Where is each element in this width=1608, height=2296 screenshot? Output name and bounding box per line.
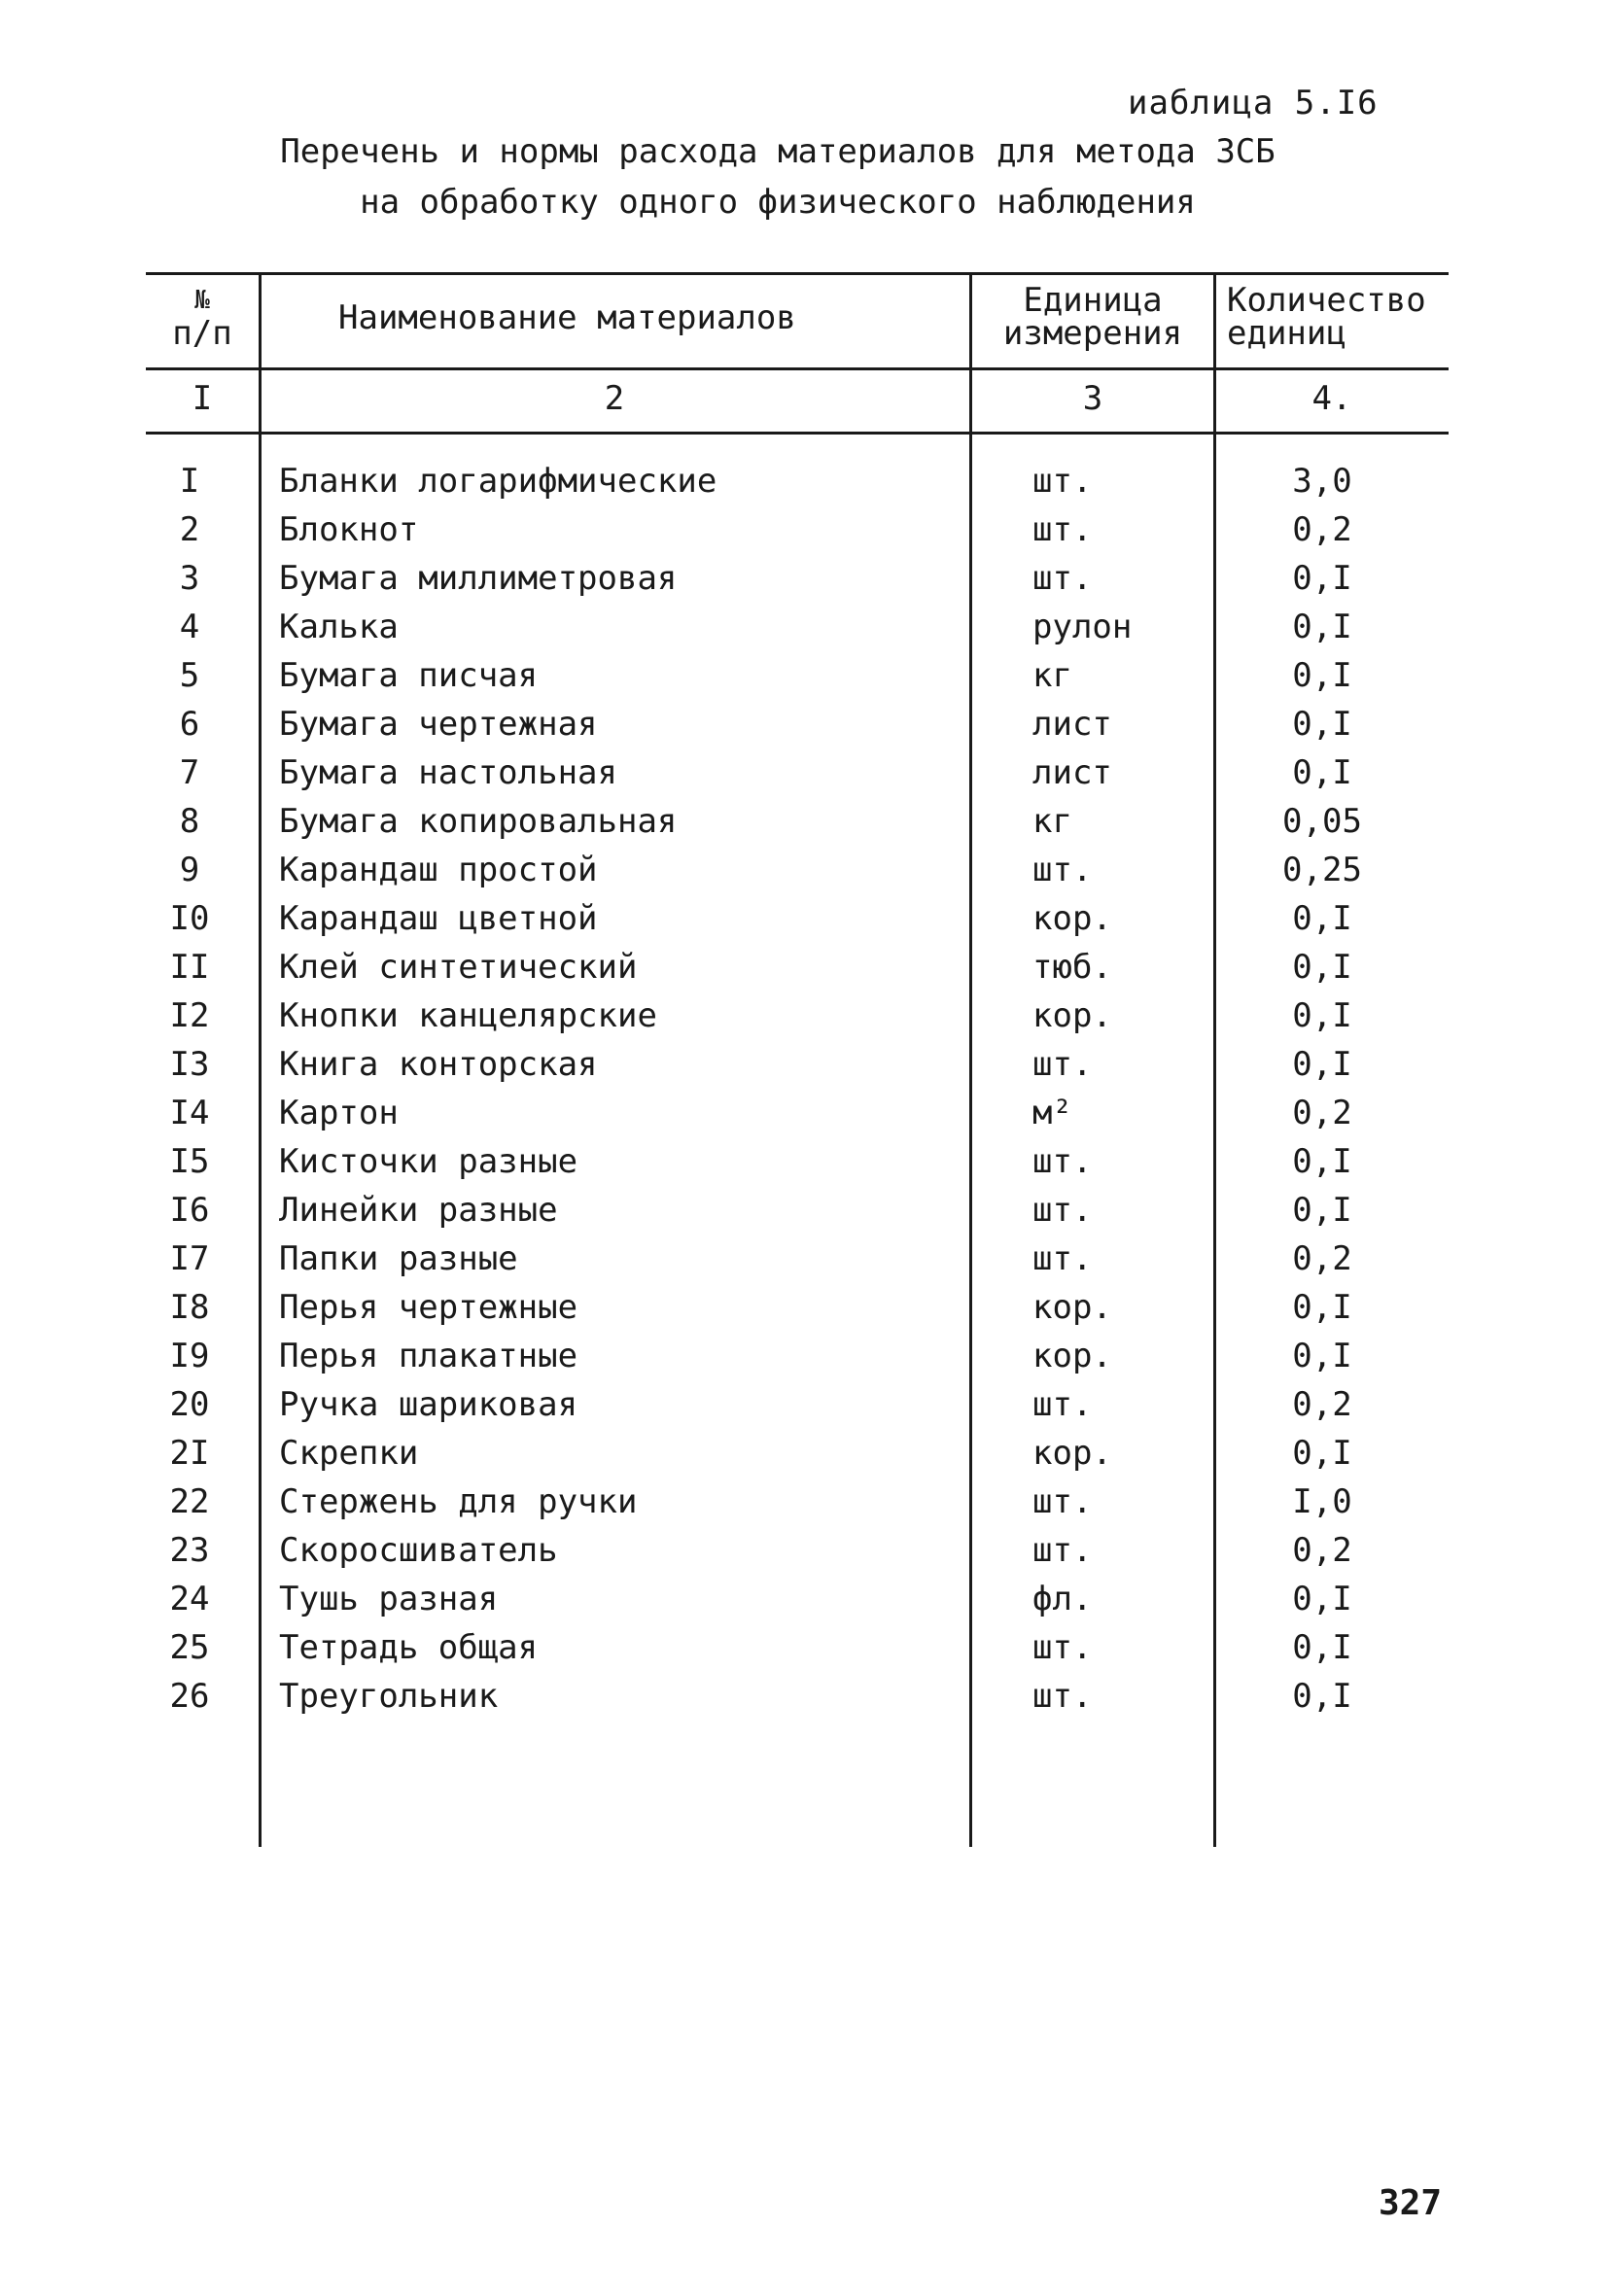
- table-row: [0, 991, 1608, 1040]
- quantity: 0,I: [1292, 1337, 1352, 1375]
- quantity: 0,I: [1292, 1580, 1352, 1618]
- unit-of-measure: кор.: [1032, 1434, 1112, 1473]
- quantity: 0,I: [1292, 656, 1352, 695]
- quantity: 0,I: [1292, 753, 1352, 792]
- table-row: [0, 651, 1608, 700]
- unit-of-measure: м²: [1032, 1094, 1072, 1132]
- row-number: 8: [179, 802, 200, 841]
- material-name: Клей синтетический: [279, 948, 638, 987]
- quantity: 0,2: [1292, 1385, 1352, 1424]
- row-number: I3: [169, 1045, 210, 1084]
- quantity: 0,2: [1292, 1531, 1352, 1570]
- material-name: Треугольник: [279, 1677, 499, 1716]
- unit-of-measure: кор.: [1032, 899, 1112, 938]
- quantity: 0,I: [1292, 1191, 1352, 1230]
- material-name: Книга конторская: [279, 1045, 598, 1084]
- row-number: 23: [169, 1531, 210, 1570]
- table-row: [0, 1478, 1608, 1526]
- quantity: 0,I: [1292, 559, 1352, 598]
- unit-of-measure: шт.: [1032, 851, 1093, 889]
- table-row: [0, 1429, 1608, 1478]
- unit-of-measure: кг: [1032, 656, 1072, 695]
- table-caption: иаблица 5.I6: [1128, 84, 1379, 122]
- material-name: Карандаш цветной: [279, 899, 598, 938]
- unit-of-measure: лист: [1032, 753, 1112, 792]
- title-line-2: на обработку одного физического наблюдения: [360, 183, 1196, 222]
- row-number: I5: [169, 1142, 210, 1181]
- unit-of-measure: шт.: [1032, 1045, 1093, 1084]
- material-name: Кисточки разные: [279, 1142, 578, 1181]
- unit-of-measure: кор.: [1032, 996, 1112, 1035]
- row-number: II: [169, 948, 210, 987]
- table-row: [0, 1332, 1608, 1380]
- unit-of-measure: шт.: [1032, 1531, 1093, 1570]
- table-row: [0, 1380, 1608, 1429]
- material-name: Ручка шариковая: [279, 1385, 578, 1424]
- row-number: 9: [179, 851, 200, 889]
- table-row: [0, 1137, 1608, 1186]
- material-name: Блокнот: [279, 510, 419, 549]
- material-name: Папки разные: [279, 1239, 518, 1278]
- unit-of-measure: шт.: [1032, 1142, 1093, 1181]
- row-number: 25: [169, 1628, 210, 1667]
- unit-of-measure: шт.: [1032, 1385, 1093, 1424]
- table-row: [0, 797, 1608, 846]
- unit-of-measure: шт.: [1032, 1482, 1093, 1521]
- table-top-rule: [146, 272, 1449, 275]
- row-number: 4: [179, 608, 200, 646]
- column-number-4: 4.: [1311, 379, 1352, 418]
- material-name: Тушь разная: [279, 1580, 499, 1618]
- quantity: 0,I: [1292, 1045, 1352, 1084]
- material-name: Скоросшиватель: [279, 1531, 558, 1570]
- header-unit: [972, 281, 1213, 353]
- row-number: 2: [179, 510, 200, 549]
- quantity: 0,I: [1292, 948, 1352, 987]
- material-name: Бумага миллиметровая: [279, 559, 678, 598]
- table-row: [0, 1186, 1608, 1235]
- row-number: I0: [169, 899, 210, 938]
- table-row: [0, 700, 1608, 748]
- unit-of-measure: кор.: [1032, 1337, 1112, 1375]
- material-name: Бумага чертежная: [279, 705, 598, 744]
- table-row: [0, 1235, 1608, 1283]
- table-row: [0, 457, 1608, 505]
- unit-of-measure: кор.: [1032, 1288, 1112, 1327]
- column-number-1: I: [192, 379, 213, 418]
- table-row: [0, 1040, 1608, 1089]
- header-quantity-line-2: единиц: [1227, 314, 1346, 353]
- row-number: 7: [179, 753, 200, 792]
- unit-of-measure: шт.: [1032, 1239, 1093, 1278]
- row-number: I4: [169, 1094, 210, 1132]
- unit-of-measure: фл.: [1032, 1580, 1093, 1618]
- quantity: 0,05: [1282, 802, 1362, 841]
- material-name: Бланки логарифмические: [279, 462, 717, 501]
- table-row: [0, 1526, 1608, 1575]
- header-number-label: п/п: [172, 314, 232, 353]
- table-row: [0, 846, 1608, 894]
- header-number: [146, 284, 259, 353]
- material-name: Калька: [279, 608, 399, 646]
- table-row: [0, 894, 1608, 943]
- material-name: Бумага настольная: [279, 753, 617, 792]
- row-number: I9: [169, 1337, 210, 1375]
- quantity: 0,I: [1292, 705, 1352, 744]
- row-number: 24: [169, 1580, 210, 1618]
- row-number: 2I: [169, 1434, 210, 1473]
- quantity: 0,I: [1292, 1142, 1352, 1181]
- table-row: [0, 603, 1608, 651]
- table-row: [0, 1283, 1608, 1332]
- header-unit-line-1: Единица: [1023, 281, 1163, 320]
- header-unit-line-2: измерения: [1002, 314, 1183, 353]
- unit-of-measure: шт.: [1032, 462, 1093, 501]
- quantity: 0,2: [1292, 1094, 1352, 1132]
- material-name: Карандаш простой: [279, 851, 598, 889]
- title-line-1: Перечень и нормы расхода материалов для метода ЗСБ: [280, 132, 1276, 171]
- header-quantity-line-1: Количество: [1227, 281, 1426, 320]
- quantity: 0,I: [1292, 899, 1352, 938]
- quantity: 3,0: [1292, 462, 1352, 501]
- header-material-name: Наименование материалов: [338, 298, 796, 337]
- column-numbers-bottom-rule: [146, 432, 1449, 435]
- quantity: 0,I: [1292, 1628, 1352, 1667]
- page-number: 327: [1379, 2183, 1443, 2223]
- table-row: [0, 505, 1608, 554]
- material-name: Кнопки канцелярские: [279, 996, 657, 1035]
- row-number: 6: [179, 705, 200, 744]
- row-number: 22: [169, 1482, 210, 1521]
- unit-of-measure: шт.: [1032, 559, 1093, 598]
- table-row: [0, 748, 1608, 797]
- table-row: [0, 1623, 1608, 1672]
- unit-of-measure: тюб.: [1032, 948, 1112, 987]
- row-number: I: [179, 462, 200, 501]
- unit-of-measure: шт.: [1032, 1628, 1093, 1667]
- material-name: Тетрадь общая: [279, 1628, 539, 1667]
- quantity: 0,I: [1292, 996, 1352, 1035]
- quantity: 0,I: [1292, 1288, 1352, 1327]
- quantity: 0,2: [1292, 1239, 1352, 1278]
- material-name: Перья чертежные: [279, 1288, 578, 1327]
- table-row: [0, 1575, 1608, 1623]
- table-row: [0, 1672, 1608, 1721]
- table-row: [0, 943, 1608, 991]
- material-name: Стержень для ручки: [279, 1482, 638, 1521]
- row-number: 20: [169, 1385, 210, 1424]
- quantity: 0,I: [1292, 1677, 1352, 1716]
- table-row: [0, 554, 1608, 603]
- quantity: 0,2: [1292, 510, 1352, 549]
- header-quantity: [1227, 281, 1426, 353]
- unit-of-measure: рулон: [1032, 608, 1133, 646]
- column-number-3: 3: [1082, 379, 1103, 418]
- column-number-2: 2: [604, 379, 625, 418]
- unit-of-measure: шт.: [1032, 1191, 1093, 1230]
- quantity: 0,25: [1282, 851, 1362, 889]
- row-number: 3: [179, 559, 200, 598]
- material-name: Линейки разные: [279, 1191, 558, 1230]
- unit-of-measure: кг: [1032, 802, 1072, 841]
- row-number: I2: [169, 996, 210, 1035]
- table-row: [0, 1089, 1608, 1137]
- material-name: Бумага писчая: [279, 656, 539, 695]
- material-name: Перья плакатные: [279, 1337, 578, 1375]
- unit-of-measure: шт.: [1032, 510, 1093, 549]
- quantity: 0,I: [1292, 608, 1352, 646]
- row-number: I8: [169, 1288, 210, 1327]
- header-bottom-rule: [146, 367, 1449, 370]
- row-number: 5: [179, 656, 200, 695]
- quantity: I,0: [1292, 1482, 1352, 1521]
- document-title: [262, 126, 1293, 227]
- material-name: Картон: [279, 1094, 399, 1132]
- material-name: Скрепки: [279, 1434, 419, 1473]
- row-number: I7: [169, 1239, 210, 1278]
- row-number: I6: [169, 1191, 210, 1230]
- row-number: 26: [169, 1677, 210, 1716]
- material-name: Бумага копировальная: [279, 802, 678, 841]
- quantity: 0,I: [1292, 1434, 1352, 1473]
- header-number-sign: №: [194, 286, 210, 315]
- unit-of-measure: шт.: [1032, 1677, 1093, 1716]
- unit-of-measure: лист: [1032, 705, 1112, 744]
